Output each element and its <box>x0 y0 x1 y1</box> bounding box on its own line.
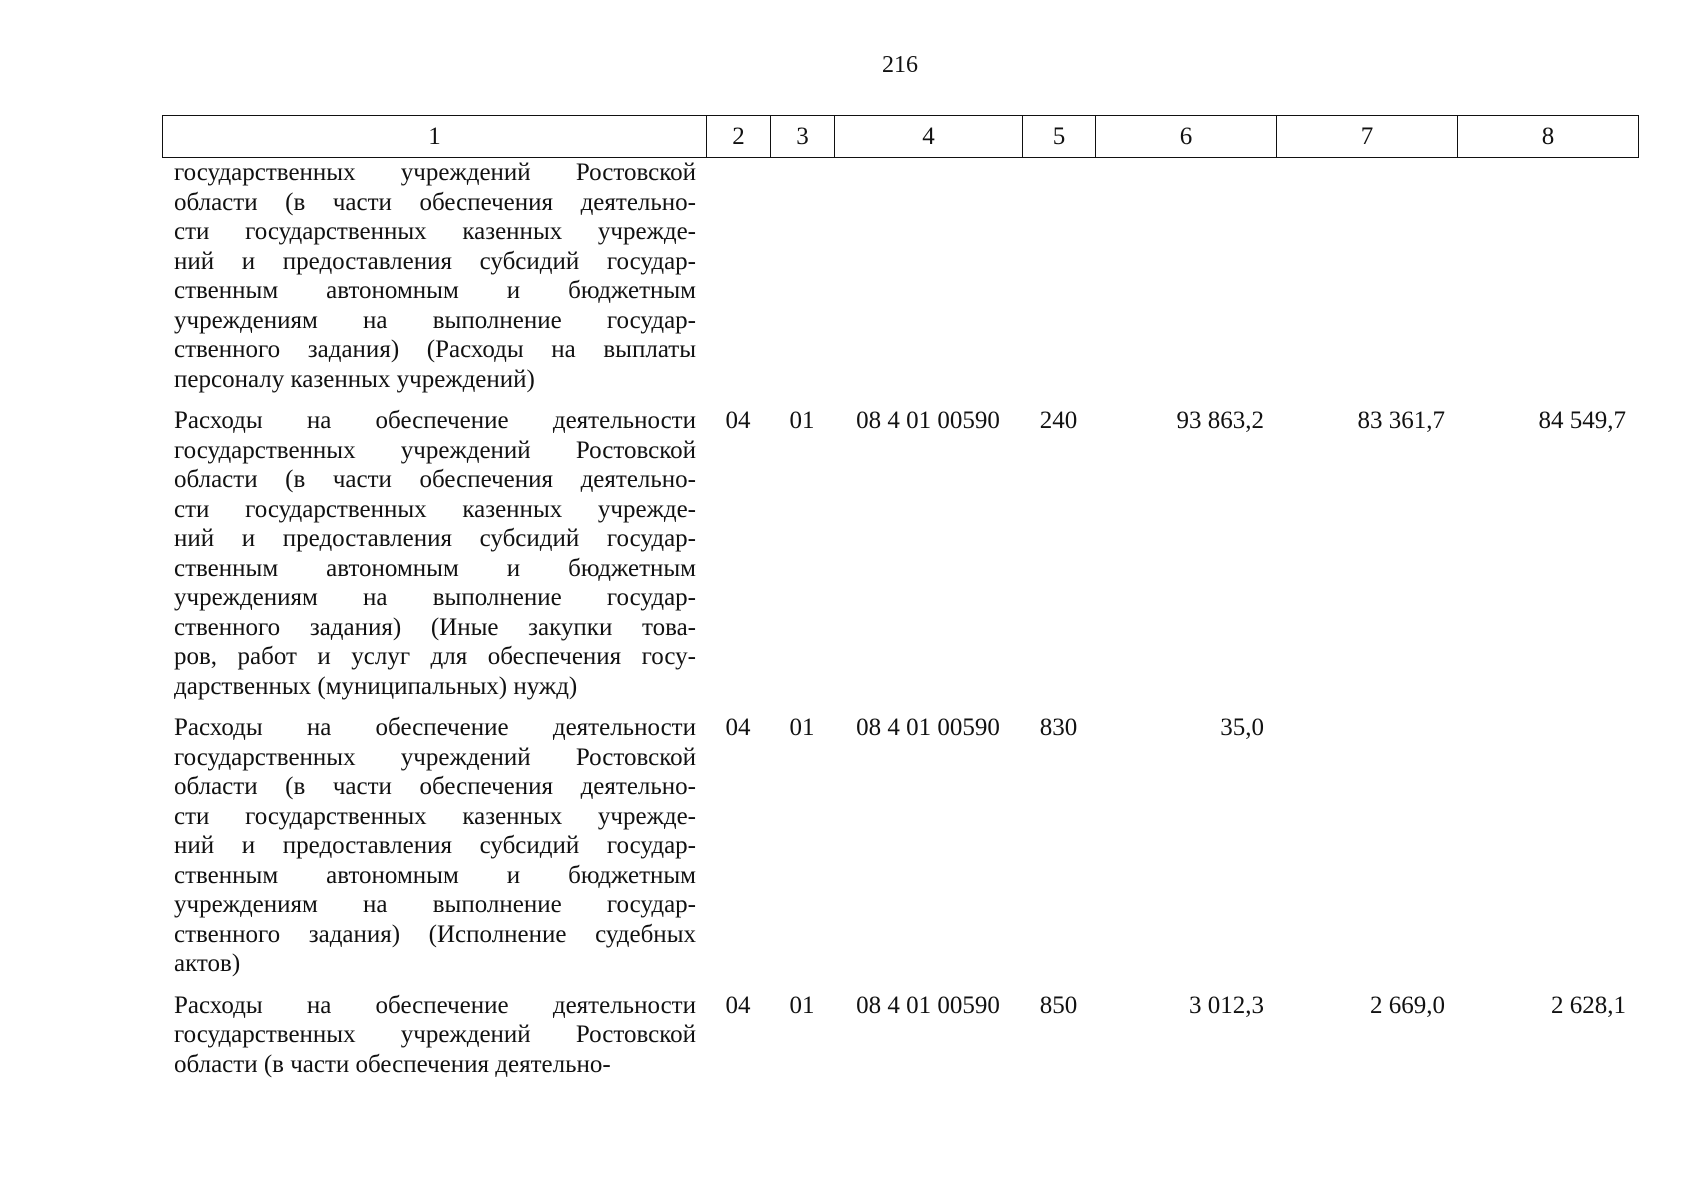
description-line: области (в части обеспечения деятельно- <box>174 188 696 216</box>
header-col-6: 6 <box>1096 116 1277 158</box>
row-amount-year-3: 84 549,7 <box>1538 407 1626 434</box>
row-expense-type <box>1022 158 1095 406</box>
header-col-7: 7 <box>1277 116 1458 158</box>
header-col-8: 8 <box>1458 116 1639 158</box>
description-line: актов) <box>174 950 241 977</box>
row-amount-year-2: 2 669,0 <box>1370 991 1445 1019</box>
table-row <box>162 991 1638 1092</box>
row-description <box>162 991 706 1092</box>
table-header <box>162 115 1639 158</box>
table-row <box>162 158 1638 406</box>
description-line: области (в части обеспечения деятельно- <box>174 466 696 493</box>
description-line: ственного задания) (Расходы на выплаты <box>174 336 696 363</box>
description-line: учреждениям на выполнение государ- <box>174 306 696 334</box>
description-line: ров, работ и услуг для обеспечения госу- <box>174 643 696 670</box>
row-amount-year-1 <box>1095 158 1276 406</box>
row-expense-type: 850 <box>1039 991 1078 1019</box>
row-subsection <box>770 158 834 406</box>
row-amount-year-1: 35,0 <box>1220 714 1264 741</box>
row-subsection: 01 <box>789 991 815 1019</box>
row-amount-year-2 <box>1276 158 1457 406</box>
row-section: 04 <box>725 407 751 434</box>
description-line: государственных учреждений Ростовской <box>174 436 696 464</box>
page-number: 216 <box>882 52 918 78</box>
row-description <box>162 158 706 406</box>
description-line: ний и предоставления субсидий государ- <box>174 832 696 859</box>
table-row <box>162 406 1638 713</box>
description-line: учреждениям на выполнение государ- <box>174 584 696 611</box>
description-line: области (в части обеспечения деятельно- <box>174 773 696 800</box>
description-line: ний и предоставления субсидий государ- <box>174 247 696 275</box>
description-line: учреждениям на выполнение государ- <box>174 891 696 918</box>
header-col-5: 5 <box>1023 116 1096 158</box>
description-line: ственного задания) (Исполнение судебных <box>174 920 696 948</box>
row-amount-year-3: 2 628,1 <box>1551 991 1626 1019</box>
row-target-code: 08 4 01 00590 <box>856 714 1000 741</box>
description-line: сти государственных казенных учрежде- <box>174 802 696 830</box>
description-line: сти государственных казенных учрежде- <box>174 218 696 245</box>
table-row <box>162 713 1638 991</box>
description-line: дарственных (муниципальных) нужд) <box>174 672 578 700</box>
description-line: ственным автономным и бюджетным <box>174 554 696 582</box>
row-target-code: 08 4 01 00590 <box>856 991 1000 1019</box>
row-expense-type: 830 <box>1039 714 1078 741</box>
description-line: персоналу казенных учреждений) <box>174 365 535 393</box>
row-amount-year-3 <box>1457 158 1638 406</box>
row-amount-year-3 <box>1457 713 1638 991</box>
header-col-2: 2 <box>707 116 771 158</box>
row-target-code <box>834 158 1022 406</box>
description-line: государственных учреждений Ростовской <box>174 743 696 771</box>
row-amount-year-1: 93 863,2 <box>1176 407 1264 434</box>
header-col-4: 4 <box>835 116 1023 158</box>
row-description <box>162 406 706 713</box>
description-line: ственного задания) (Иные закупки това- <box>174 613 696 641</box>
row-section: 04 <box>725 714 751 741</box>
row-description <box>162 713 706 991</box>
row-subsection: 01 <box>789 407 815 434</box>
description-line: ственным автономным и бюджетным <box>174 861 696 889</box>
header-col-1: 1 <box>163 116 707 158</box>
description-line: Расходы на обеспечение деятельности <box>174 407 696 434</box>
row-section <box>706 158 770 406</box>
table-body <box>162 158 1638 1091</box>
description-line: Расходы на обеспечение деятельности <box>174 991 696 1019</box>
row-amount-year-1: 3 012,3 <box>1189 991 1264 1019</box>
description-line: государственных учреждений Ростовской <box>174 1021 696 1048</box>
row-section: 04 <box>725 991 751 1019</box>
row-expense-type: 240 <box>1039 407 1078 434</box>
row-subsection: 01 <box>789 714 815 741</box>
description-line: ственным автономным и бюджетным <box>174 277 696 304</box>
row-target-code: 08 4 01 00590 <box>856 407 1000 434</box>
description-line: Расходы на обеспечение деятельности <box>174 714 696 741</box>
row-amount-year-2 <box>1276 713 1457 991</box>
description-line: государственных учреждений Ростовской <box>174 159 696 186</box>
description-line: области (в части обеспечения деятельно- <box>174 1050 611 1078</box>
description-line: ний и предоставления субсидий государ- <box>174 525 696 552</box>
header-col-3: 3 <box>771 116 835 158</box>
description-line: сти государственных казенных учрежде- <box>174 495 696 523</box>
row-amount-year-2: 83 361,7 <box>1357 407 1445 434</box>
